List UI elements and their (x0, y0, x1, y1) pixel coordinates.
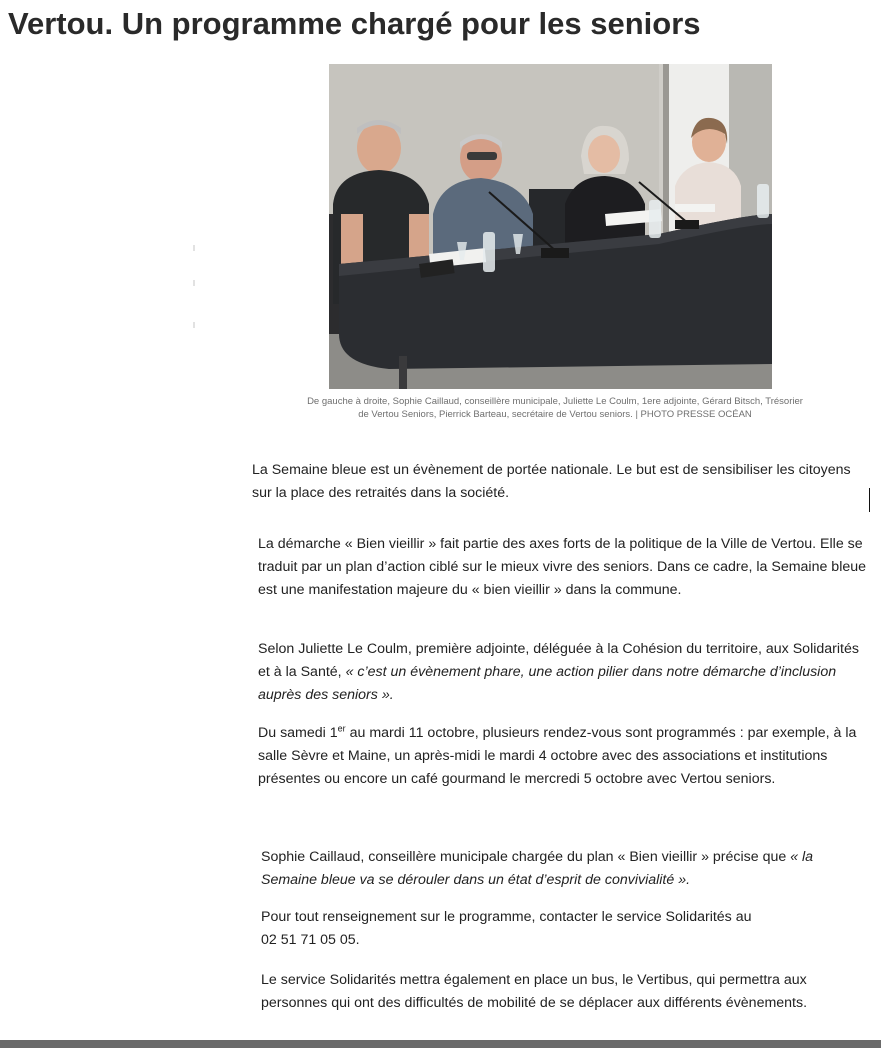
photo-caption (240, 395, 870, 421)
article-title: Vertou. Un programme chargé pour les seniors (8, 6, 701, 41)
article-photo (329, 64, 772, 389)
margin-mark (193, 245, 195, 251)
article-paragraph (261, 906, 866, 952)
ordinal-suffix: er (337, 723, 346, 734)
paragraph-text: Pour tout renseignement sur le programme, contacter le service Solidarités au (261, 909, 752, 925)
text-cursor (869, 488, 870, 512)
quote-text: « c’est un évènement phare, une action pilier dans notre démarche d’inclusion auprès des seniors ». (258, 664, 837, 703)
paragraph-text: Selon Juliette Le Coulm, première adjointe, déléguée à la Cohésion du territoire, aux Solidarités et à la Santé, (258, 641, 859, 680)
margin-mark (193, 322, 195, 328)
quote-text: « la Semaine bleue va se dérouler dans un état d’esprit de convivialité ». (261, 849, 814, 888)
photo-caption-line: de Vertou Seniors, Pierrick Barteau, secrétaire de Vertou seniors. | PHOTO PRESSE OCÉAN (358, 409, 752, 420)
article-paragraph: La démarche « Bien vieillir » fait partie des axes forts de la politique de la Ville de Vertou. Elle se traduit par un plan d’action ciblé sur le mieux vivre des seniors. Dans ce cadre, la Semaine bleue est une manifestation majeure du « bien vieillir » dans la commune. (258, 536, 867, 598)
article-paragraph (261, 846, 866, 892)
paragraph-text: Sophie Caillaud, conseillère municipale chargée du plan « Bien vieillir » précise que (261, 849, 791, 865)
meeting-photo-illustration (329, 64, 772, 389)
article-paragraph (258, 638, 863, 707)
article-paragraph: Le service Solidarités mettra également en place un bus, le Vertibus, qui permettra aux personnes qui ont des difficultés de mobilité de se déplacer aux différents évènements. (261, 972, 808, 1011)
phone-number: 02 51 71 05 05. (261, 932, 360, 948)
photo-caption-line: De gauche à droite, Sophie Caillaud, conseillère municipale, Juliette Le Coulm, 1ere adjointe, Gérard Bitsch, Trésorier (307, 396, 803, 407)
paragraph-text: au mardi 11 octobre, plusieurs rendez-vous sont programmés : par exemple, à la salle Sèvre et Maine, un après-midi le mardi 4 octobre avec des associations et institutions présentes ou encore un café gourmand le mercredi 5 octobre avec Vertou seniors. (258, 725, 857, 787)
margin-mark (193, 280, 195, 286)
bottom-divider (0, 1040, 881, 1048)
paragraph-text: Du samedi 1 (258, 725, 338, 741)
article-paragraph (258, 722, 863, 791)
article-paragraph: La Semaine bleue est un évènement de portée nationale. Le but est de sensibiliser les citoyens sur la place des retraités dans la société. (252, 462, 851, 501)
